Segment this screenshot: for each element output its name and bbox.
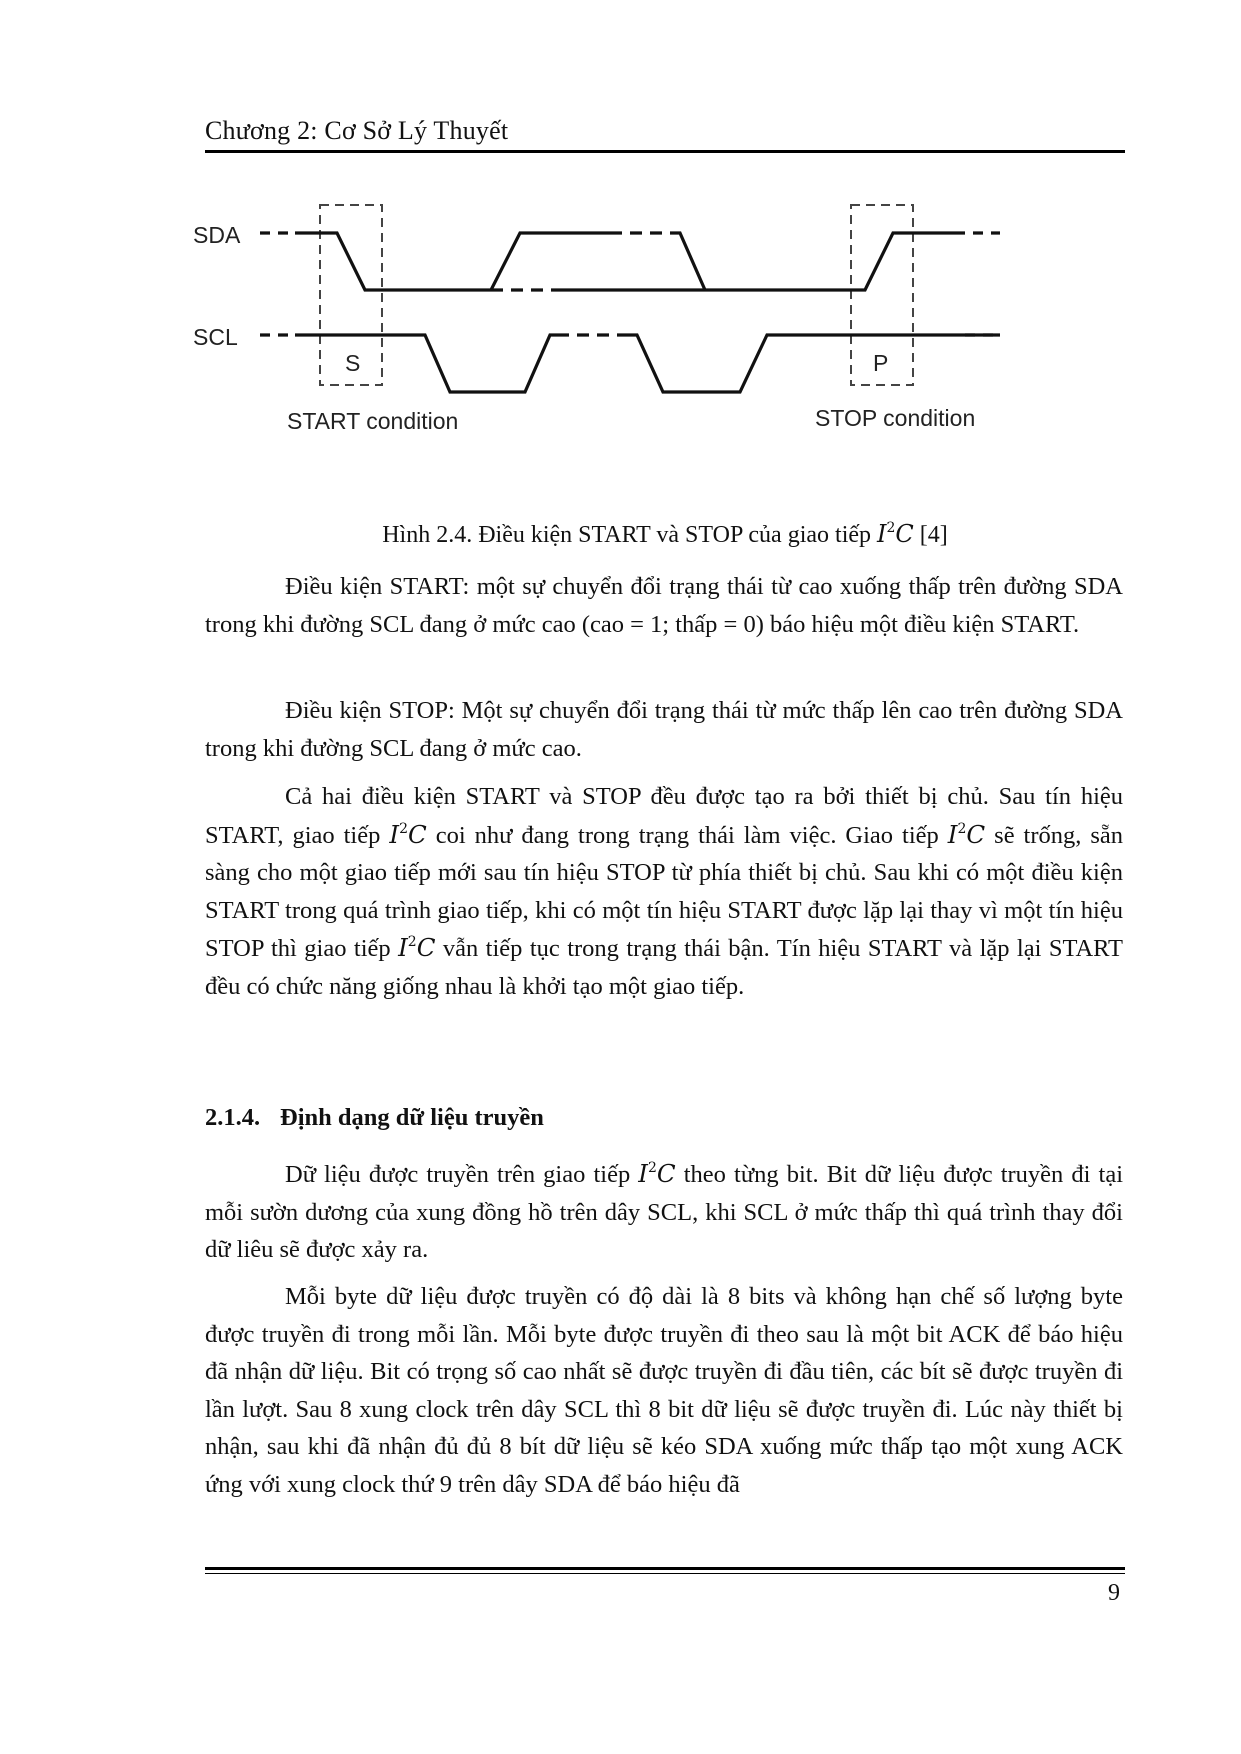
timing-diagram-svg <box>193 195 1125 505</box>
i2c-math: $I^2C$ <box>389 819 427 849</box>
i2c-math: $I^2C$ <box>638 1159 676 1188</box>
figure-caption <box>205 520 1125 549</box>
sda-label: SDA <box>193 222 241 248</box>
i2c-math: $I^2C$ <box>398 933 436 962</box>
footer-rule-thin <box>205 1573 1125 1574</box>
sda-waveform <box>260 233 1000 290</box>
start-condition-label: START condition <box>287 408 459 434</box>
section-heading <box>205 1104 544 1132</box>
caption-i2c-math: $I^2C$ <box>877 520 914 548</box>
paragraph-byte-format: Mỗi byte dữ liệu được truyền có độ dài là 8 bits và không hạn chế số lượng byte được truyền đi trong mỗi lần. Mỗi byte được truyền đi theo sau là một bit ACK để báo hiệu đã nhận dữ liệu. Bit có trọng số cao nhất sẽ được truyền đi đầu tiên, các bít sẽ được truyền đi lần lượt. Sau 8 xung clock trên dây SCL thì 8 bit dữ liệu sẽ được truyền đi. Lúc này thiết bị nhận, sau khi đã nhận đủ đủ 8 bít dữ liệu sẽ kéo SDA xuống mức thấp tạo một xung ACK ứng với xung clock thứ 9 trên dây SDA để báo hiệu đã <box>205 1283 1123 1498</box>
caption-text: Hình 2.4. Điều kiện START và STOP của giao tiếp <box>382 522 872 548</box>
paragraph-start-condition: Điều kiện START: một sự chuyển đổi trạng thái từ cao xuống thấp trên đường SDA trong khi đường SCL đang ở mức cao (cao = 1; thấp = 0) báo hiệu một điều kiện START. <box>205 573 1123 638</box>
i2c-math: $I^2C$ <box>947 819 986 849</box>
footer-rule <box>205 1567 1125 1570</box>
stop-condition-label: STOP condition <box>815 405 976 431</box>
header-rule <box>205 150 1125 153</box>
section-number: 2.1.4. <box>205 1104 261 1131</box>
paragraph-stop-condition: Điều kiện STOP: Một sự chuyển đổi trạng thái từ mức thấp lên cao trên đường SDA trong khi đường SCL đang ở mức cao. <box>205 697 1123 762</box>
paragraph-data-format: Dữ liệu được truyền trên giao tiếp $I^2C$ theo từng bit. Bit dữ liệu được truyền đi tại mỗi sườn dương của xung đồng hồ trên dây SCL, khi SCL ở mức thấp thì quá trình thay đổi dữ liêu sẽ được xảy ra. <box>205 1159 1124 1263</box>
scl-waveform <box>260 335 1000 392</box>
scl-label: SCL <box>193 324 238 350</box>
stop-marker-p: P <box>873 350 889 376</box>
caption-reference: [4] <box>919 522 948 548</box>
section-title: Định dạng dữ liệu truyền <box>280 1104 544 1131</box>
start-marker-s: S <box>345 350 361 376</box>
i2c-start-stop-diagram <box>193 195 1125 505</box>
page-number: 9 <box>1108 1580 1120 1606</box>
paragraph-start-stop-master: Cả hai điều kiện START và STOP đều được tạo ra bởi thiết bị chủ. Sau tín hiệu START, giao tiếp $I^2C$ coi như đang trong trạng thái làm việc. Giao tiếp $I^2C$ sẽ trống, sẵn sàng cho một giao tiếp mới sau tín hiệu STOP từ phía thiết bị chủ. Sau khi có một điều kiện START trong quá trình giao tiếp, khi có một tín hiệu START được lặp lại thay vì một tín hiệu STOP thì giao tiếp $I^2C$ vẫn tiếp tục trong trạng thái bận. Tín hiệu START và lặp lại START đều có chức năng giống nhau là khởi tạo một giao tiếp. <box>205 783 1124 1000</box>
page-header-title: Chương 2: Cơ Sở Lý Thuyết <box>205 116 509 145</box>
